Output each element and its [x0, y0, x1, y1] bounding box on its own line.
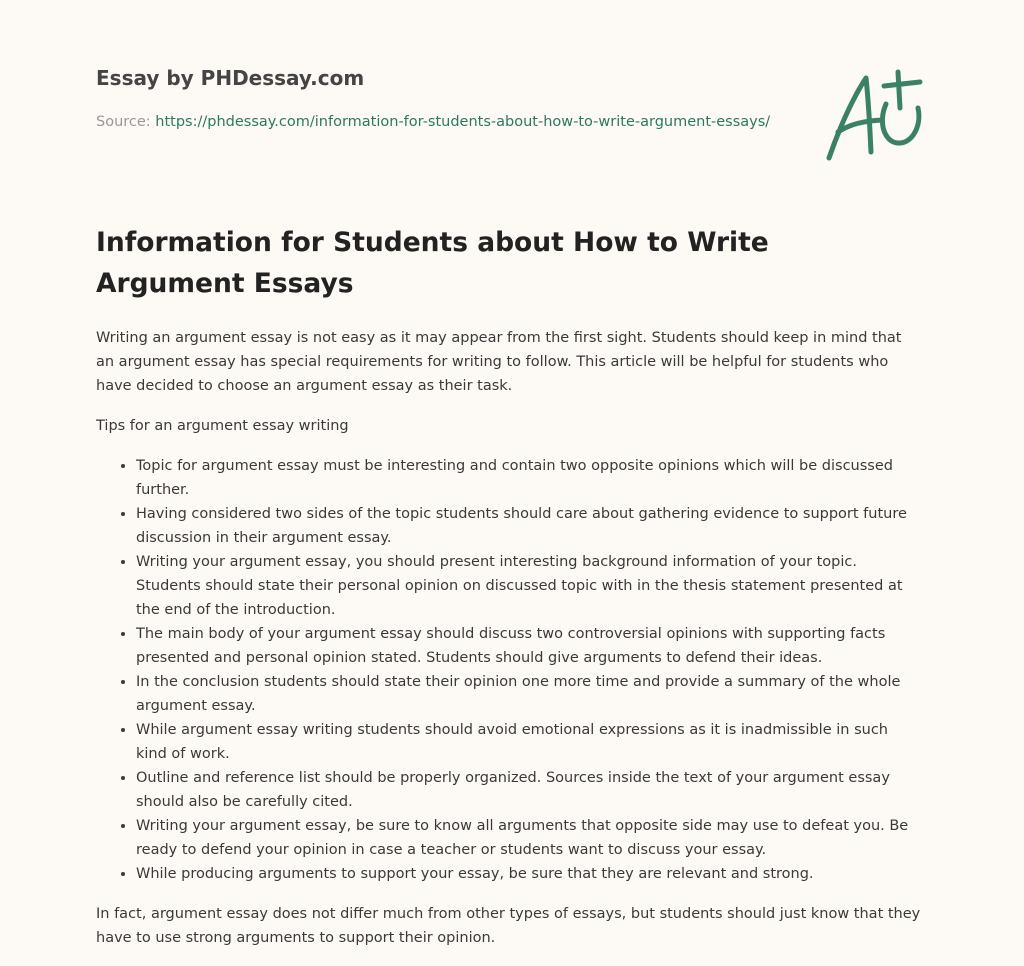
source-line [96, 110, 776, 134]
list-item: • Topic for argument essay must be interesting and contain two opposite opinions which will be discussed further. [136, 454, 922, 502]
tips-heading: Tips for an argument essay writing [96, 418, 349, 434]
page-header [96, 62, 776, 134]
list-item: • While argument essay writing students should avoid emotional expressions as it is inadmissible in such kind of work. [136, 718, 922, 766]
source-label: Source: [96, 114, 156, 130]
article [96, 222, 922, 966]
list-item: • Writing your argument essay, be sure to know all arguments that opposite side may use to defeat you. Be ready to defend your opinion in case a teacher or students want to discuss your essay. [136, 814, 922, 862]
list-item: • Outline and reference list should be properly organized. Sources inside the text of your argument essay should also be carefully cited. [136, 766, 922, 814]
site-title: Essay by PHDessay.com [96, 66, 365, 90]
list-item: • The main body of your argument essay should discuss two controversial opinions with supporting facts presented and personal opinion stated. Students should give arguments to defend their ideas. [136, 622, 922, 670]
intro-paragraph: Writing an argument essay is not easy as it may appear from the first sight. Students should keep in mind that an argument essay has special requirements for writing to follow. This article will be helpful for students who have decided to choose an argument essay as their task. [96, 330, 902, 394]
list-item: • While producing arguments to support your essay, be sure that they are relevant and strong. [136, 862, 922, 886]
conclusion-paragraph: In fact, argument essay does not differ much from other types of essays, but students should just know that they have to use strong arguments to support their opinion. [96, 906, 921, 946]
a-plus-grade-icon [820, 66, 930, 166]
source-link[interactable]: https://phdessay.com/information-for-students-about-how-to-write-argument-essays/ [155, 114, 771, 130]
list-item: • In the conclusion students should state their opinion one more time and provide a summary of the whole argument essay. [136, 670, 922, 718]
article-title: Information for Students about How to Write Argument Essays [96, 227, 769, 299]
tips-list [96, 454, 922, 886]
list-item: • Having considered two sides of the topic students should care about gathering evidence to support future discussion in their argument essay. [136, 502, 922, 550]
list-item: • Writing your argument essay, you should present interesting background information of your topic. Students should state their personal opinion on discussed topic with in the thesis statement presented at the end of the introduction. [136, 550, 922, 622]
